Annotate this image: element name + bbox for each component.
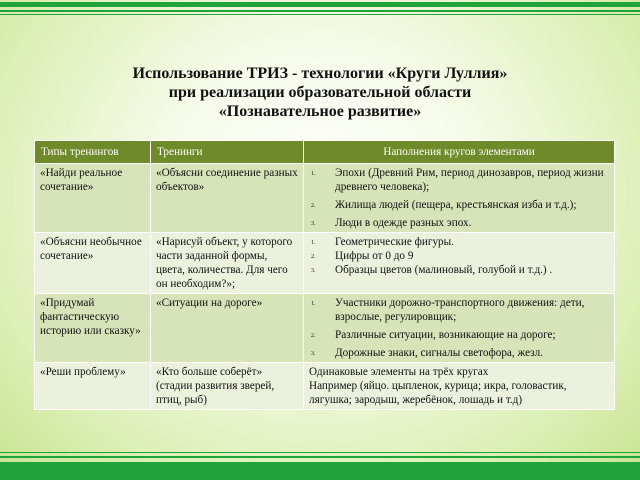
- list-item: 2. Различные ситуации, возникающие на дороге;: [311, 329, 556, 341]
- header-circle-contents: Наполнения кругов элементами: [304, 141, 615, 164]
- title-line-2: при реализации образовательной области: [168, 84, 472, 101]
- cell-type: «Реши проблему»: [35, 363, 151, 410]
- contents-line: Например (яйцо. цыпленок, курица; икра, головастик, лягушка; зародыш, жеребёнок, лошадь и т.д): [309, 380, 567, 406]
- list-item: 1. Участники дорожно-транспортного движения: дети, взрослые, регулировщик;: [311, 297, 585, 323]
- cell-training: «Кто больше соберёт» (стадии развития зверей, птиц, рыб): [151, 363, 304, 410]
- title-line-3: «Познавательное развитие»: [218, 103, 422, 120]
- cell-training: «Ситуации на дороге»: [151, 294, 304, 363]
- top-decor-stripes: [0, 0, 640, 18]
- list-item: 2. Цифры от 0 до 9: [311, 250, 414, 262]
- bottom-decor-stripes: [0, 448, 640, 480]
- table-header-row: [35, 141, 615, 164]
- header-trainings: Тренинги: [151, 141, 304, 164]
- contents-line: Одинаковые элементы на трёх кругах: [309, 366, 489, 378]
- cell-type: «Найди реальное сочетание»: [35, 164, 151, 233]
- header-training-types: Типы тренингов: [35, 141, 151, 164]
- cell-contents: [304, 363, 615, 410]
- contents-list: [309, 166, 609, 230]
- list-item: 3. Дорожные знаки, сигналы светофора, жезл.: [311, 347, 543, 359]
- table-row: [35, 233, 615, 294]
- title-line-1: Использование ТРИЗ - технологии «Круги Луллия»: [132, 65, 508, 82]
- cell-type: «Объясни необычное сочетание»: [35, 233, 151, 294]
- cell-contents: [304, 294, 615, 363]
- page-title: [0, 64, 640, 121]
- cell-training: «Нарисуй объект, у которого части заданной формы, цвета, количества. Для чего он необходим?»;: [151, 233, 304, 294]
- list-item: 3. Образцы цветов (малиновый, голубой и т.д.) .: [311, 264, 553, 276]
- list-item: 1. Геометрические фигуры.: [311, 236, 454, 248]
- contents-list: [309, 235, 609, 277]
- list-item: 2. Жилища людей (пещера, крестьянская изба и т.д.);: [311, 199, 577, 211]
- cell-type: «Придумай фантастическую историю или сказку»: [35, 294, 151, 363]
- cell-training: «Объясни соединение разных объектов»: [151, 164, 304, 233]
- table-row: [35, 164, 615, 233]
- cell-contents: [304, 164, 615, 233]
- trainings-table: [34, 140, 615, 410]
- list-item: 3. Люди в одежде разных эпох.: [311, 217, 472, 229]
- table-row: [35, 294, 615, 363]
- list-item: 1. Эпохи (Древний Рим, период динозавров, период жизни древнего человека);: [311, 167, 604, 193]
- cell-contents: [304, 233, 615, 294]
- table-row: [35, 363, 615, 410]
- contents-list: [309, 296, 609, 360]
